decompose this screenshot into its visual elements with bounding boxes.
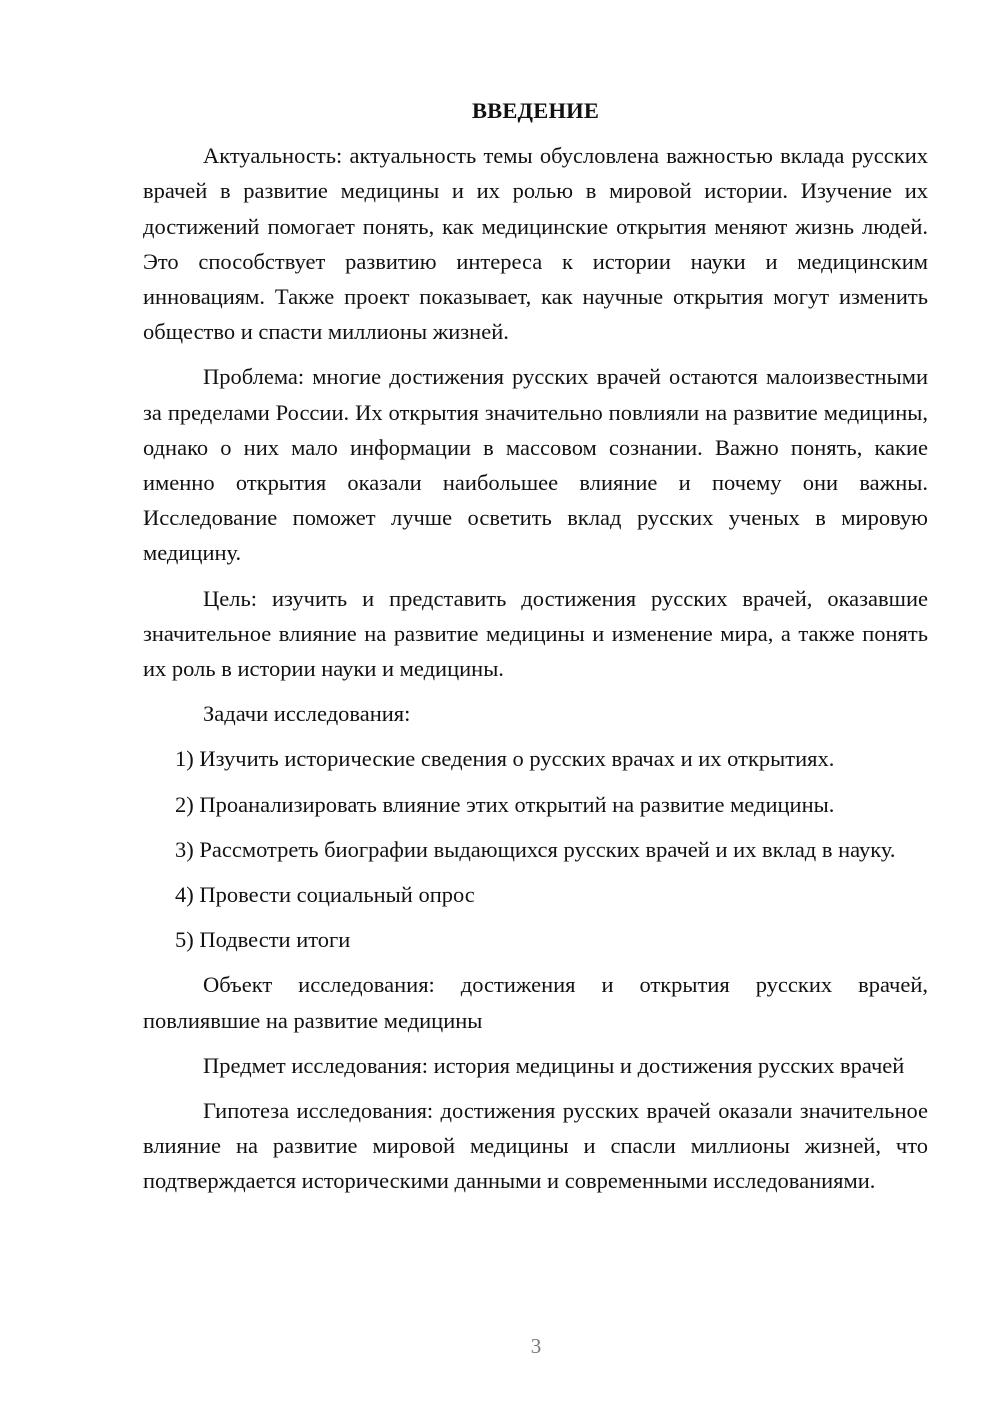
page-title: ВВЕДЕНИЕ [471,98,600,123]
task-item-1: 1) Изучить исторические сведения о русских врачах и их открытиях. [175,746,835,772]
tasks-heading: Задачи исследования: [203,701,411,727]
task-item-4: 4) Провести социальный опрос [175,882,475,908]
paragraph-relevance: Актуальность: актуальность темы обусловлена важностью вклада русских врачей в развитие медицины и их ролью в мировой истории. Изучение их достижений помогает понять, как медицинские открытия меняют жизнь людей. Это способствует развитию интереса к истории науки и медицинским инновациям. Также проект показывает, как научные открытия могут изменить общество и спасти миллионы жизней. [143,143,928,345]
paragraph-hypothesis: Гипотеза исследования: достижения русских врачей оказали значительное влияние на развитие мировой медицины и спасли миллионы жизней, что подтверждается историческими данными и современными исследованиями. [143,1098,928,1194]
paragraph-goal: Цель: изучить и представить достижения русских врачей, оказавшие значительное влияние на развитие медицины и изменение мира, а также понять их роль в истории науки и медицины. [143,585,928,682]
task-item-5: 5) Подвести итоги [175,927,351,953]
task-item-2: 2) Проанализировать влияние этих открытий на развитие медицины. [175,791,835,817]
page-number: 3 [530,1334,542,1358]
task-item-3: 3) Рассмотреть биографии выдающихся русских врачей и их вклад в науку. [175,836,896,862]
page-content [143,93,928,1209]
paragraph-subject: Предмет исследования: история медицины и достижения русских врачей [203,1052,905,1078]
paragraph-problem: Проблема: многие достижения русских врачей остаются малоизвестными за пределами России. Их открытия значительно повлияли на развитие медицины, однако о них мало информации в массовом сознании. Важно понять, какие именно открытия оказали наибольшее влияние и почему они важны. Исследование поможет лучше осветить вклад русских ученых в мировую медицину. [143,364,928,566]
paragraph-object: Объект исследования: достижения и открытия русских врачей, повлиявшие на развитие медицины [143,972,928,1033]
